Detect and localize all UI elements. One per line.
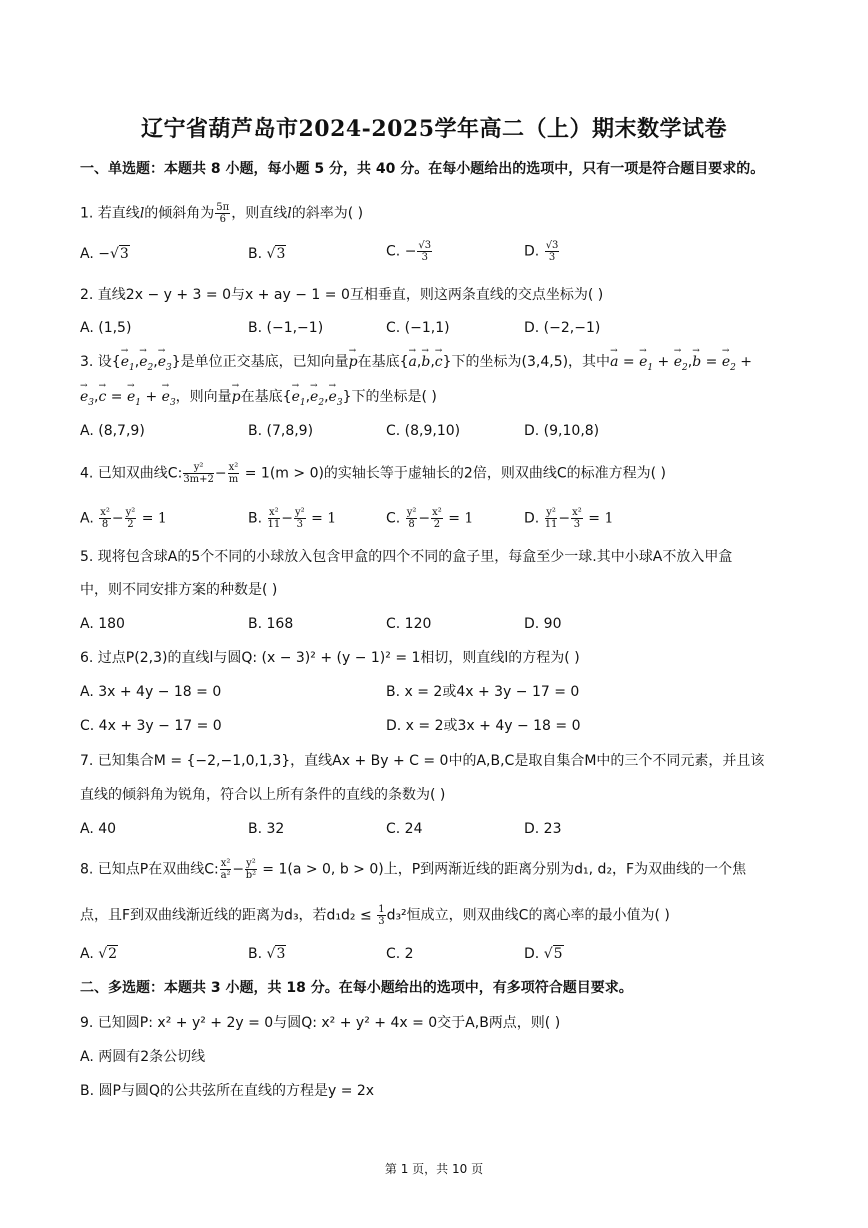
question-1: 1. 若直线l的倾斜角为 $\frac{5\pi}{6}$ ，则直线l的斜率为( )	[80, 202, 364, 225]
question-3-line-2: → $e_3,\to c$ = → $e_1$ + → $e_3$，则向量→ p在基底{→ $e_1,\to e_2,\to e_3$}下的坐标是( )	[80, 387, 437, 413]
q3-option-d: D. (9,10,8)	[524, 423, 600, 439]
page-title: 辽宁省葫芦岛市2024-2025学年高二（上）期末数学试卷	[140, 116, 728, 142]
q6-option-c: C. 4x + 3y − 17 = 0	[80, 718, 222, 734]
q7-option-d: D. 23	[524, 821, 562, 837]
question-3-line-1: 3. 设{→ $e_1,\to e_2,\to e_3$}是单位正交基底，已知向量→ p在基底{→ a,→ b,→ c}下的坐标为(3,4,5)，其中→ a = → $e_1$ + → $e_2,\to b$ = → $e_2$ +	[80, 352, 752, 378]
q8-option-b: B. √3	[248, 946, 286, 962]
q5-option-c: C. 120	[386, 616, 432, 632]
q2-option-a: A. (1,5)	[80, 320, 132, 336]
q8-option-a: A. √2	[80, 946, 118, 962]
q6-option-b: B. x = 2或4x + 3y − 17 = 0	[386, 684, 580, 700]
q5-option-b: B. 168	[248, 616, 294, 632]
question-4: 4. 已知双曲线C: $\frac{\text{y²}}{3m+2}$ − $\frac{\text{x²}}{m}$ = 1(m > 0)的实轴长等于虚轴长的2倍，则双曲线C的标准方程为( )	[80, 462, 666, 485]
question-8-line-2: 点，且F到双曲线渐近线的距离为d₃，若d₁d₂ ≤ $\frac{1}{3}$ d₃²恒成立，则双曲线C的离心率的最小值为( )	[80, 904, 670, 927]
fraction-5pi-6: $\frac{5\pi}{6}$	[216, 202, 230, 225]
q2-option-d: D. (−2,−1)	[524, 320, 601, 336]
section-heading-single-choice: 一、单选题：本题共 8 小题，每小题 5 分，共 40 分。在每小题给出的选项中，只有一项是符合题目要求的。	[80, 161, 765, 177]
q2-option-b: B. (−1,−1)	[248, 320, 324, 336]
q5-option-a: A. 180	[80, 616, 125, 632]
question-2: 2. 直线2x − y + 3 = 0与x + ay − 1 = 0互相垂直，则这两条直线的交点坐标为( )	[80, 287, 604, 303]
question-5-line-2: 中，则不同安排方案的种数是( )	[80, 582, 278, 598]
question-6: 6. 过点P(2,3)的直线l与圆Q: (x − 3)² + (y − 1)² = 1相切，则直线l的方程为( )	[80, 650, 580, 666]
q3-option-b: B. (7,8,9)	[248, 423, 314, 439]
q6-option-d: D. x = 2或3x + 4y − 18 = 0	[386, 718, 581, 734]
q7-option-b: B. 32	[248, 821, 285, 837]
q6-option-a: A. 3x + 4y − 18 = 0	[80, 684, 222, 700]
q5-option-d: D. 90	[524, 616, 562, 632]
section-heading-multiple-choice: 二、多选题：本题共 3 小题，共 18 分。在每小题给出的选项中，有多项符合题目要求。	[80, 980, 633, 996]
question-7-line-1: 7. 已知集合M = {−2,−1,0,1,3}，直线Ax + By + C = 0中的A,B,C是取自集合M中的三个不同元素，并且该	[80, 753, 765, 769]
q9-option-a: A. 两圆有2条公切线	[80, 1049, 206, 1065]
q7-option-c: C. 24	[386, 821, 423, 837]
q3-option-a: A. (8,7,9)	[80, 423, 145, 439]
question-7-line-2: 直线的倾斜角为锐角，符合以上所有条件的直线的条数为( )	[80, 787, 446, 803]
page-footer: 第 1 页，共 10 页	[384, 1162, 484, 1176]
question-8-line-1: 8. 已知点P在双曲线C: $\frac{\text{x²}}{\text{a²}}$ − $\frac{\text{y²}}{\text{b²}}$ = 1(a > 0, b > 0)上，P到两渐近线的距离分别为d₁, d₂，F为双曲线的一个焦	[80, 858, 747, 881]
q2-option-c: C. (−1,1)	[386, 320, 450, 336]
q4-option-d: D. $\frac{\text{y²}}{11}$ − $\frac{\text{x²}}{3}$ = 1	[524, 507, 614, 530]
q7-option-a: A. 40	[80, 821, 117, 837]
q1-option-b: B. √3	[248, 246, 286, 262]
q1-option-d: D. $\frac{√3}{3}$	[524, 240, 559, 263]
q3-option-c: C. (8,9,10)	[386, 423, 461, 439]
question-9: 9. 已知圆P: x² + y² + 2y = 0与圆Q: x² + y² + 4x = 0交于A,B两点，则( )	[80, 1015, 561, 1031]
q1-option-c: C. − $\frac{√3}{3}$	[386, 240, 432, 263]
q9-option-b: B. 圆P与圆Q的公共弦所在直线的方程是y = 2x	[80, 1083, 375, 1099]
q8-option-d: D. √5	[524, 946, 563, 962]
q4-option-a: A. $\frac{\text{x²}}{8}$ − $\frac{\text{y²}}{2}$ = 1	[80, 507, 167, 530]
question-5-line-1: 5. 现将包含球A的5个不同的小球放入包含甲盒的四个不同的盒子里，每盒至少一球.其中小球A不放入甲盒	[80, 549, 733, 565]
q4-option-c: C. $\frac{\text{y²}}{8}$ − $\frac{\text{x²}}{2}$ = 1	[386, 507, 474, 530]
q1-option-a: A. −√3	[80, 246, 129, 262]
q8-option-c: C. 2	[386, 946, 414, 962]
q4-option-b: B. $\frac{\text{x²}}{11}$ − $\frac{\text{y²}}{3}$ = 1	[248, 507, 337, 530]
